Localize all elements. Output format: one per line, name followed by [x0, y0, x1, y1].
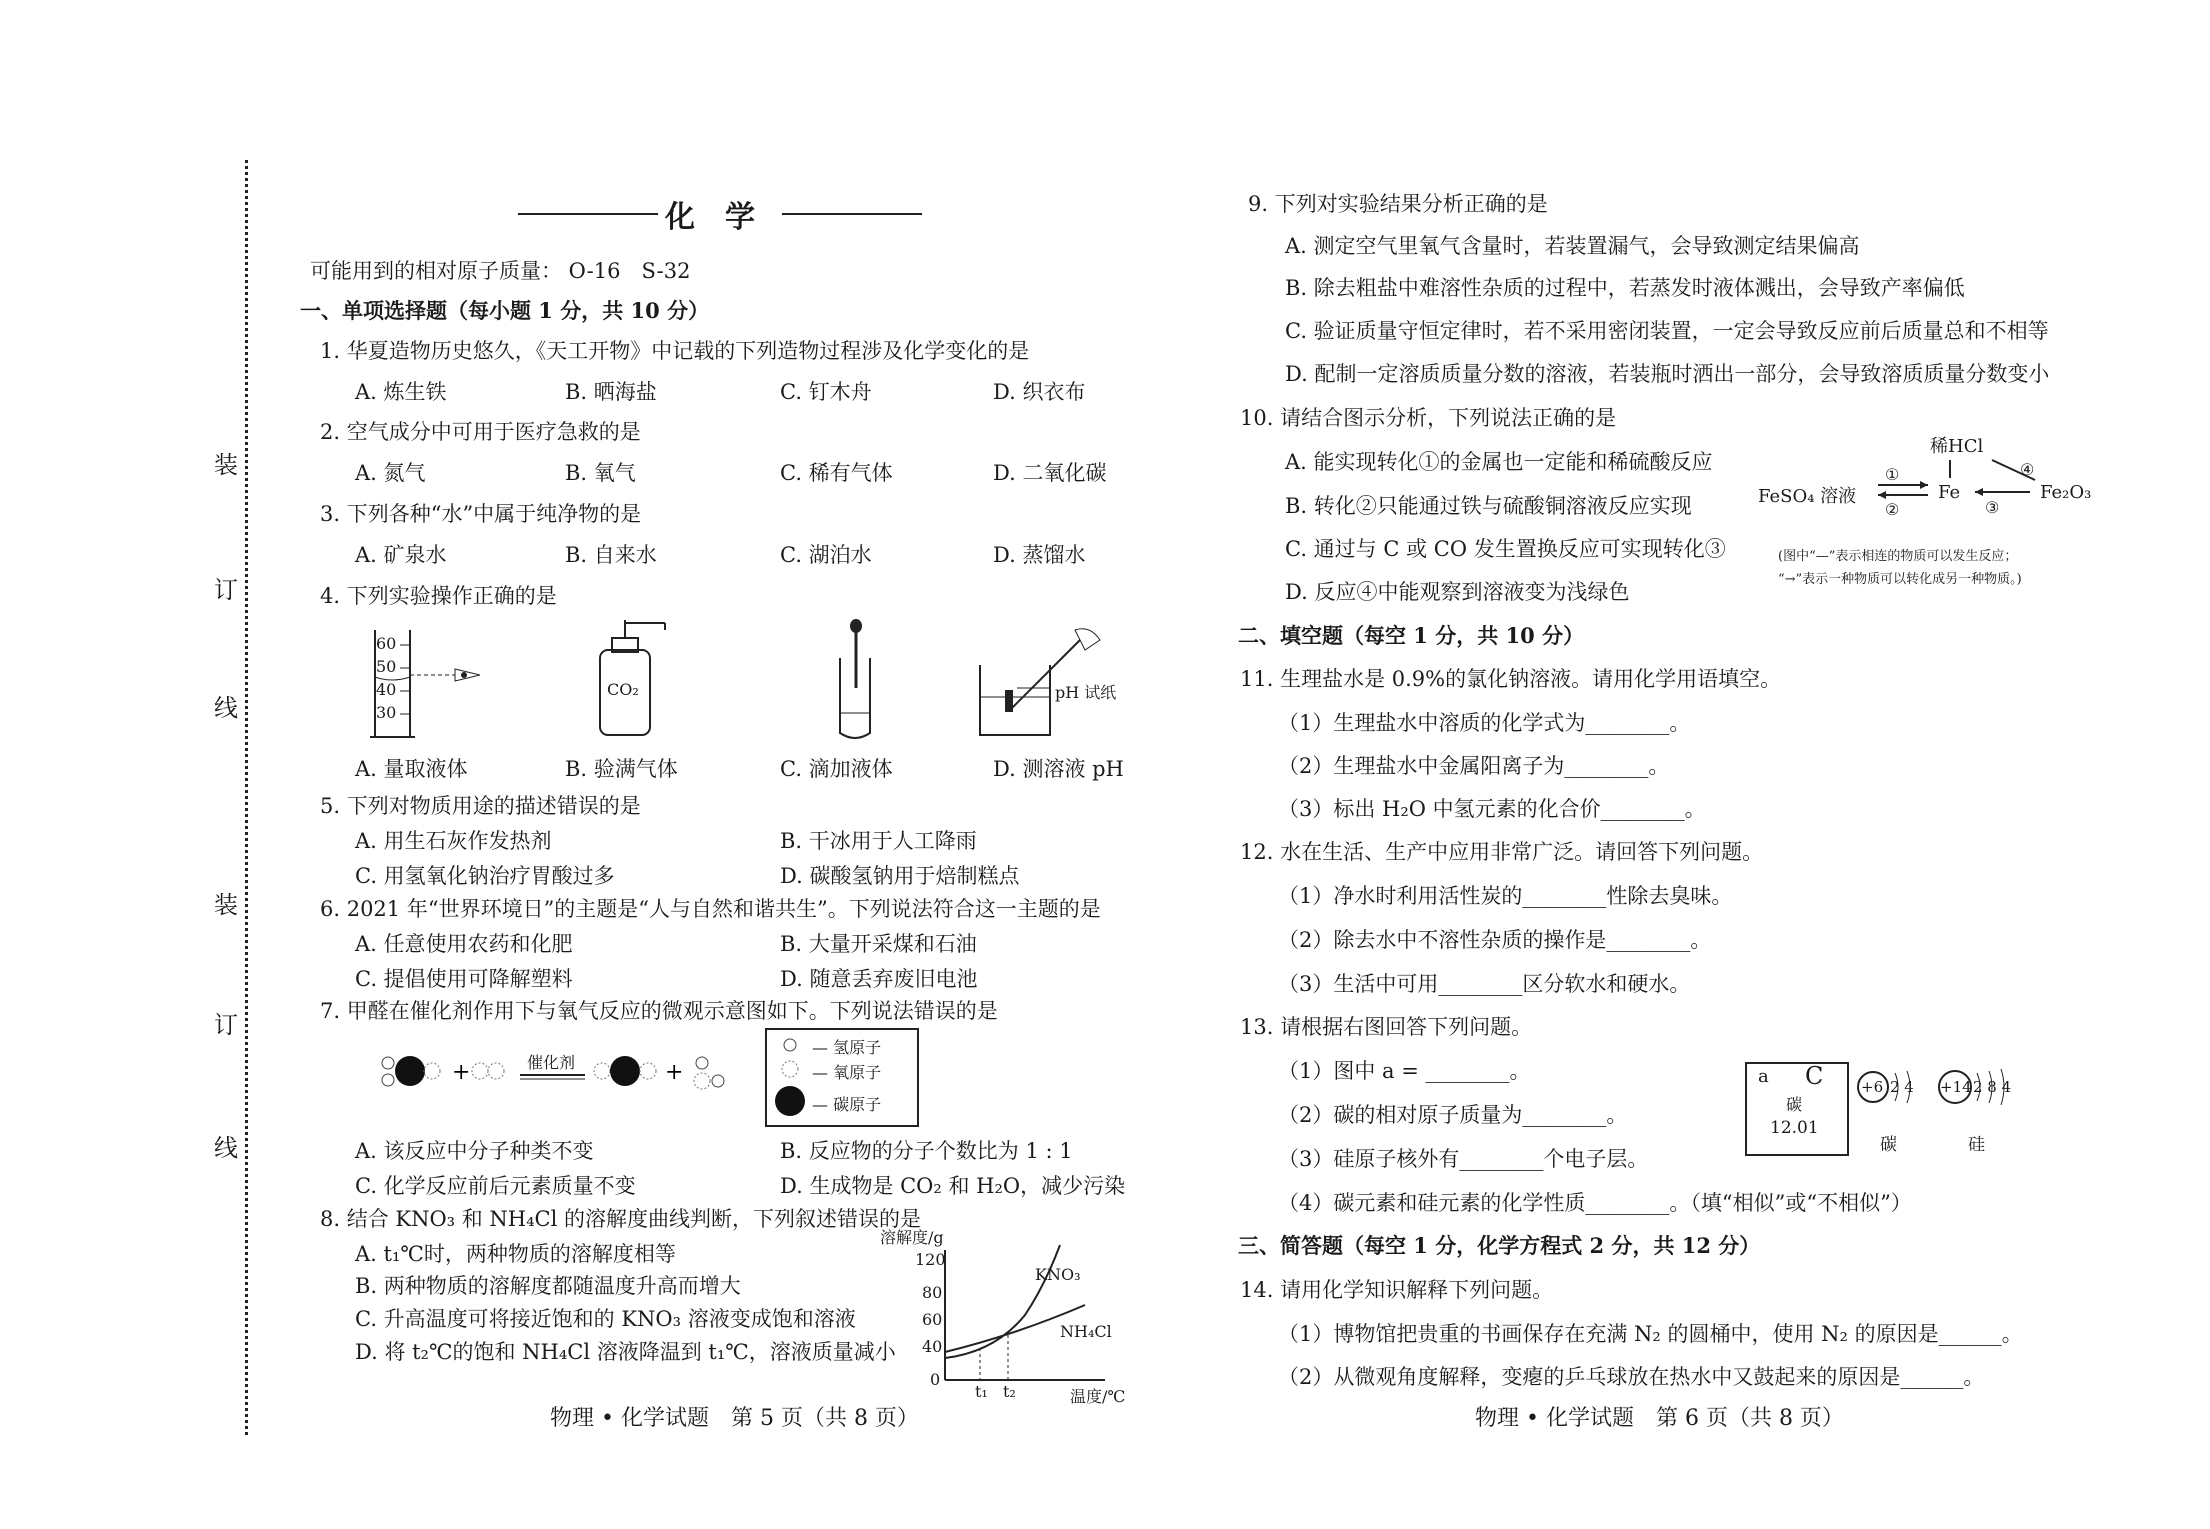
title-rule-right [782, 213, 922, 215]
q1-stem: 1. 华夏造物历史悠久，《天工开物》中记载的下列造物过程涉及化学变化的是 [320, 339, 1030, 363]
q3-option-c: C. 湖泊水 [780, 543, 872, 567]
title-rule-left [518, 213, 658, 215]
q11-part-1: （1）生理盐水中溶质的化学式为________。 [1278, 711, 1691, 735]
fe2o3-label: Fe₂O₃ [2040, 482, 2092, 503]
chart-ytick: 120 [915, 1250, 946, 1269]
q7-option-d: D. 生成物是 CO₂ 和 H₂O，减少污染 [780, 1174, 1126, 1198]
q6-stem: 6. 2021 年“世界环境日”的主题是“人与自然和谐共生”。下列说法符合这一主题的是 [320, 897, 1101, 921]
q5-stem: 5. 下列对物质用途的描述错误的是 [320, 794, 641, 818]
q12-stem: 12. 水在生活、生产中应用非常广泛。请回答下列问题。 [1240, 840, 1764, 864]
fe-label: Fe [1938, 482, 1961, 503]
chart-xlabel: 温度/℃ [1070, 1387, 1126, 1406]
q1-option-a: A. 炼生铁 [355, 380, 447, 404]
cell-atomic-number: a [1758, 1066, 1769, 1087]
chart-ylabel: 溶解度/g [880, 1228, 944, 1247]
co2-label: CO₂ [607, 680, 639, 699]
q11-stem: 11. 生理盐水是 0.9%的氯化钠溶液。请用化学用语填空。 [1240, 667, 1782, 691]
q4-option-a: A. 量取液体 [355, 757, 468, 781]
q9-option-b: B. 除去粗盐中难溶性杂质的过程中，若蒸发时液体溅出，会导致产率偏低 [1285, 276, 1965, 300]
q10-option-a: A. 能实现转化①的金属也一定能和稀硫酸反应 [1285, 450, 1713, 474]
q9-stem: 9. 下列对实验结果分析正确的是 [1248, 192, 1548, 216]
binding-char: 线 [214, 694, 238, 722]
q10-stem: 10. 请结合图示分析，下列说法正确的是 [1240, 406, 1617, 430]
cylinder-tick: 30 [376, 703, 397, 722]
cell-symbol: C [1805, 1062, 1824, 1090]
q7-option-b: B. 反应物的分子个数比为 1 : 1 [780, 1139, 1073, 1163]
q7-option-c: C. 化学反应前后元素质量不变 [355, 1174, 636, 1198]
binding-char: 订 [214, 576, 238, 604]
page-footer-6: 物理 • 化学试题 第 6 页（共 8 页） [1475, 1406, 1844, 1431]
q8-option-d: D. 将 t₂℃的饱和 NH₄Cl 溶液降温到 t₁℃，溶液质量减小 [355, 1340, 896, 1364]
dropper-tube-figure [830, 618, 880, 743]
q1-option-c: C. 钉木舟 [780, 380, 872, 404]
q14-part-1: （1）博物馆把贵重的书画保存在充满 N₂ 的圆桶中，使用 N₂ 的原因是______。 [1278, 1322, 2023, 1346]
q10-option-c: C. 通过与 C 或 CO 发生置换反应可实现转化③ [1285, 537, 1726, 561]
q13-part-3: （3）硅原子核外有________个电子层。 [1278, 1147, 1649, 1171]
q3-option-b: B. 自来水 [565, 543, 657, 567]
chart-ytick: 80 [922, 1283, 943, 1302]
q12-part-2: （2）除去水中不溶性杂质的操作是________。 [1278, 928, 1712, 952]
q4-option-d: D. 测溶液 pH [993, 757, 1124, 781]
feso4-label: FeSO₄ 溶液 [1758, 486, 1857, 507]
carbon-nucleus: +6 [1861, 1078, 1884, 1096]
q4-stem: 4. 下列实验操作正确的是 [320, 584, 557, 608]
svg-text:+: + [452, 1060, 471, 1085]
binding-char: 装 [214, 451, 238, 479]
ph-paper-label: pH 试纸 [1055, 683, 1117, 702]
q10-option-b: B. 转化②只能通过铁与硫酸铜溶液反应实现 [1285, 494, 1692, 518]
arrow-label-2: ② [1885, 500, 1900, 519]
section-1-heading: 一、单项选择题（每小题 1 分，共 10 分） [300, 298, 710, 323]
q6-option-b: B. 大量开采煤和石油 [780, 932, 977, 956]
q1-option-d: D. 织衣布 [993, 380, 1086, 404]
binding-char: 订 [214, 1011, 238, 1039]
catalyst-label: 催化剂 [527, 1053, 576, 1072]
q9-option-c: C. 验证质量守恒定律时，若不采用密闭装置，一定会导致反应前后质量总和不相等 [1285, 319, 2049, 343]
q6-option-a: A. 任意使用农药和化肥 [355, 932, 573, 956]
q5-option-d: D. 碳酸氢钠用于焙制糕点 [780, 864, 1020, 888]
arrow-label-4: ④ [2020, 460, 2035, 479]
section-3-heading: 三、简答题（每空 1 分，化学方程式 2 分，共 12 分） [1238, 1233, 1761, 1258]
q13-part-4: （4）碳元素和硅元素的化学性质________。（填“相似”或“不相似”） [1278, 1191, 1912, 1215]
atomic-mass-note: 可能用到的相对原子质量： O-16 S-32 [310, 259, 691, 283]
q2-option-d: D. 二氧化碳 [993, 461, 1107, 485]
diagram-note-1: (图中“—”表示相连的物质可以发生反应； [1778, 549, 2018, 564]
q5-option-c: C. 用氢氧化钠治疗胃酸过多 [355, 864, 615, 888]
q14-stem: 14. 请用化学知识解释下列问题。 [1240, 1278, 1554, 1302]
arrow-label-3: ③ [1985, 498, 2000, 517]
q5-option-b: B. 干冰用于人工降雨 [780, 829, 977, 853]
q2-option-b: B. 氧气 [565, 461, 636, 485]
q1-option-b: B. 晒海盐 [565, 380, 657, 404]
silicon-nucleus: +14 [1940, 1078, 1972, 1096]
q4-option-c: C. 滴加液体 [780, 757, 893, 781]
q6-option-c: C. 提倡使用可降解塑料 [355, 967, 573, 991]
q9-option-a: A. 测定空气里氧气含量时，若装置漏气，会导致测定结果偏高 [1285, 234, 1860, 258]
page-footer-5: 物理 • 化学试题 第 5 页（共 8 页） [550, 1406, 919, 1431]
q12-part-3: （3）生活中可用________区分软水和硬水。 [1278, 972, 1691, 996]
carbon-electrons: 2 4 [1890, 1078, 1914, 1096]
kno3-series-label: KNO₃ [1035, 1265, 1081, 1284]
q12-part-1: （1）净水时利用活性炭的________性除去臭味。 [1278, 884, 1733, 908]
q5-option-a: A. 用生石灰作发热剂 [355, 829, 552, 853]
q13-stem: 13. 请根据右图回答下列问题。 [1240, 1015, 1533, 1039]
q13-part-1: （1）图中 a = ________。 [1278, 1059, 1531, 1083]
q2-option-c: C. 稀有气体 [780, 461, 893, 485]
q4-option-b: B. 验满气体 [565, 757, 678, 781]
chart-ytick: 40 [922, 1337, 943, 1356]
q2-option-a: A. 氮气 [355, 461, 426, 485]
q7-stem: 7. 甲醛在催化剂作用下与氧气反应的微观示意图如下。下列说法错误的是 [320, 999, 998, 1023]
q3-option-a: A. 矿泉水 [355, 543, 447, 567]
carbon-label: 碳 [1880, 1135, 1897, 1155]
q11-part-2: （2）生理盐水中金属阳离子为________。 [1278, 754, 1670, 778]
q8-option-a: A. t₁℃时，两种物质的溶解度相等 [355, 1242, 676, 1266]
binding-char: 线 [214, 1134, 238, 1162]
svg-text:+: + [665, 1060, 684, 1085]
diagram-note-2: “→”表示一种物质可以转化成另一种物质。) [1778, 572, 2022, 587]
legend-hydrogen: — 氢原子 [812, 1038, 882, 1057]
t1-tick: t₁ [975, 1382, 988, 1401]
q6-option-d: D. 随意丢弃废旧电池 [780, 967, 978, 991]
cell-name: 碳 [1786, 1095, 1803, 1114]
q13-part-2: （2）碳的相对原子质量为________。 [1278, 1103, 1628, 1127]
legend-oxygen: — 氧原子 [812, 1063, 882, 1082]
binding-dotted-line [245, 160, 248, 1435]
arrow-label-1: ① [1885, 465, 1900, 484]
cylinder-tick: 50 [376, 657, 397, 676]
q2-stem: 2. 空气成分中可用于医疗急救的是 [320, 420, 641, 444]
silicon-electrons: 2 8 4 [1973, 1078, 2012, 1096]
q8-option-c: C. 升高温度可将接近饱和的 KNO₃ 溶液变成饱和溶液 [355, 1307, 856, 1331]
section-2-heading: 二、填空题（每空 1 分，共 10 分） [1238, 623, 1585, 648]
chart-ytick: 60 [922, 1310, 943, 1329]
silicon-label: 硅 [1968, 1135, 1985, 1155]
q9-option-d: D. 配制一定溶质质量分数的溶液，若装瓶时洒出一部分，会导致溶质质量分数变小 [1285, 362, 2050, 386]
q3-option-d: D. 蒸馏水 [993, 543, 1086, 567]
page-title: 化 学 [665, 200, 755, 235]
hcl-label: 稀HCl [1930, 436, 1984, 457]
q7-option-a: A. 该反应中分子种类不变 [355, 1139, 594, 1163]
q3-stem: 3. 下列各种“水”中属于纯净物的是 [320, 502, 642, 526]
q8-stem: 8. 结合 KNO₃ 和 NH₄Cl 的溶解度曲线判断，下列叙述错误的是 [320, 1207, 922, 1231]
q10-option-d: D. 反应④中能观察到溶液变为浅绿色 [1285, 580, 1630, 604]
t2-tick: t₂ [1003, 1382, 1016, 1401]
cell-mass: 12.01 [1770, 1118, 1819, 1138]
q11-part-3: （3）标出 H₂O 中氢元素的化合价________。 [1278, 797, 1706, 821]
q8-option-b: B. 两种物质的溶解度都随温度升高而增大 [355, 1274, 741, 1298]
q14-part-2: （2）从微观角度解释，变瘪的乒乓球放在热水中又鼓起来的原因是______。 [1278, 1365, 1985, 1389]
binding-char: 装 [214, 891, 238, 919]
legend-carbon: — 碳原子 [812, 1095, 882, 1114]
atom-legend-symbols [775, 1035, 815, 1120]
nh4cl-series-label: NH₄Cl [1060, 1322, 1112, 1341]
cylinder-tick: 40 [376, 680, 397, 699]
chart-ytick: 0 [930, 1370, 941, 1389]
cylinder-tick: 60 [376, 634, 397, 653]
